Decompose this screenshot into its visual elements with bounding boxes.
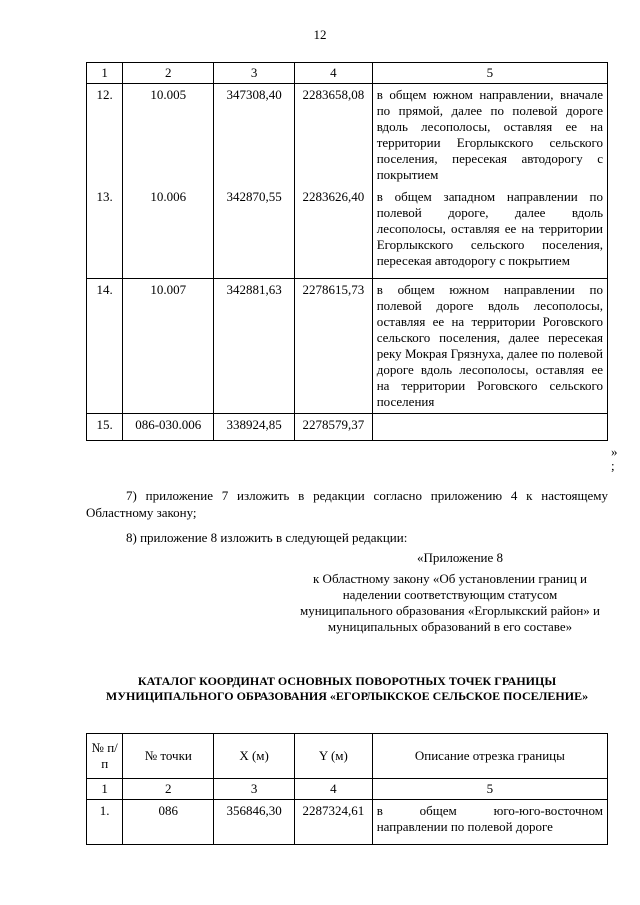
row-index: 13. <box>87 186 123 279</box>
x-coordinate: 342870,55 <box>214 186 295 279</box>
col-number: 3 <box>214 779 295 800</box>
y-coordinate: 2278615,73 <box>294 279 372 414</box>
col-number: 3 <box>214 63 295 84</box>
catalog-title: КАТАЛОГ КООРДИНАТ ОСНОВНЫХ ПОВОРОТНЫХ ТОЧЕК ГРАНИЦЫ МУНИЦИПАЛЬНОГО ОБРАЗОВАНИЯ «ЕГОРЛЫКСКОЕ СЕЛЬСКОЕ ПОСЕЛЕНИЕ» <box>105 674 589 703</box>
segment-description: в общем юго-юго-восточном направлении по полевой дороге <box>372 800 607 845</box>
table-number-header <box>87 779 608 800</box>
x-coordinate: 342881,63 <box>214 279 295 414</box>
coordinates-table-continued <box>86 62 608 441</box>
y-coordinate: 2278579,37 <box>294 414 372 441</box>
point-id: 086 <box>123 800 214 845</box>
table-row <box>87 800 608 845</box>
row-index: 12. <box>87 84 123 187</box>
row-index: 15. <box>87 414 123 441</box>
appendix-title: «Приложение 8 <box>416 550 504 565</box>
column-header: № точки <box>123 734 214 779</box>
col-number: 2 <box>123 779 214 800</box>
col-number: 4 <box>294 779 372 800</box>
point-id: 10.005 <box>123 84 214 187</box>
y-coordinate: 2287324,61 <box>294 800 372 845</box>
appendix-subtitle: к Областному закону «Об установлении границ и наделении соответствующим статусом муниципального образования «Егорлыкский район» и муниципальных образований в его составе» <box>300 571 600 634</box>
segment-description: в общем западном направлении по полевой дороге, далее вдоль лесополосы, оставляя ее на территории Егорлыкского сельского поселения, пересекая автодорогу с покрытием <box>372 186 607 279</box>
table-row <box>87 186 608 279</box>
y-coordinate: 2283658,08 <box>294 84 372 187</box>
paragraph-7: 7) приложение 7 изложить в редакции согласно приложению 4 к настоящему Областному закону; <box>86 488 608 520</box>
table-number-header <box>87 63 608 84</box>
column-header: Y (м) <box>294 734 372 779</box>
x-coordinate: 347308,40 <box>214 84 295 187</box>
col-number: 5 <box>372 63 607 84</box>
closing-quote: » ; <box>611 444 618 473</box>
col-number: 2 <box>123 63 214 84</box>
table-row <box>87 84 608 187</box>
column-header: № п/п <box>87 734 123 779</box>
segment-description <box>372 414 607 441</box>
col-number: 5 <box>372 779 607 800</box>
col-number: 1 <box>87 63 123 84</box>
row-index: 1. <box>87 800 123 845</box>
table-row <box>87 279 608 414</box>
table-row <box>87 414 608 441</box>
point-id: 10.006 <box>123 186 214 279</box>
page-number: 12 <box>313 27 327 42</box>
paragraph-8: 8) приложение 8 изложить в следующей редакции: <box>126 530 408 545</box>
segment-description: в общем южном направлении по полевой дороге вдоль лесополосы, оставляя ее на территории Роговского сельского поселения, далее пересекая реку Мокрая Грязнуха, далее по полевой дороге вдоль лесополосы, оставляя ее на территории Роговского сельского поселения <box>372 279 607 414</box>
point-id: 10.007 <box>123 279 214 414</box>
x-coordinate: 356846,30 <box>214 800 295 845</box>
column-header: Описание отрезка границы <box>372 734 607 779</box>
col-number: 4 <box>294 63 372 84</box>
table-header-row <box>87 734 608 779</box>
coordinates-catalog-table <box>86 733 608 845</box>
column-header: X (м) <box>214 734 295 779</box>
point-id: 086-030.006 <box>123 414 214 441</box>
col-number: 1 <box>87 779 123 800</box>
x-coordinate: 338924,85 <box>214 414 295 441</box>
row-index: 14. <box>87 279 123 414</box>
y-coordinate: 2283626,40 <box>294 186 372 279</box>
segment-description: в общем южном направлении, вначале по прямой, далее по полевой дороге вдоль лесополосы, оставляя ее на территории Егорлыкского сельского поселения, пересекая автодорогу с покрытием <box>372 84 607 187</box>
